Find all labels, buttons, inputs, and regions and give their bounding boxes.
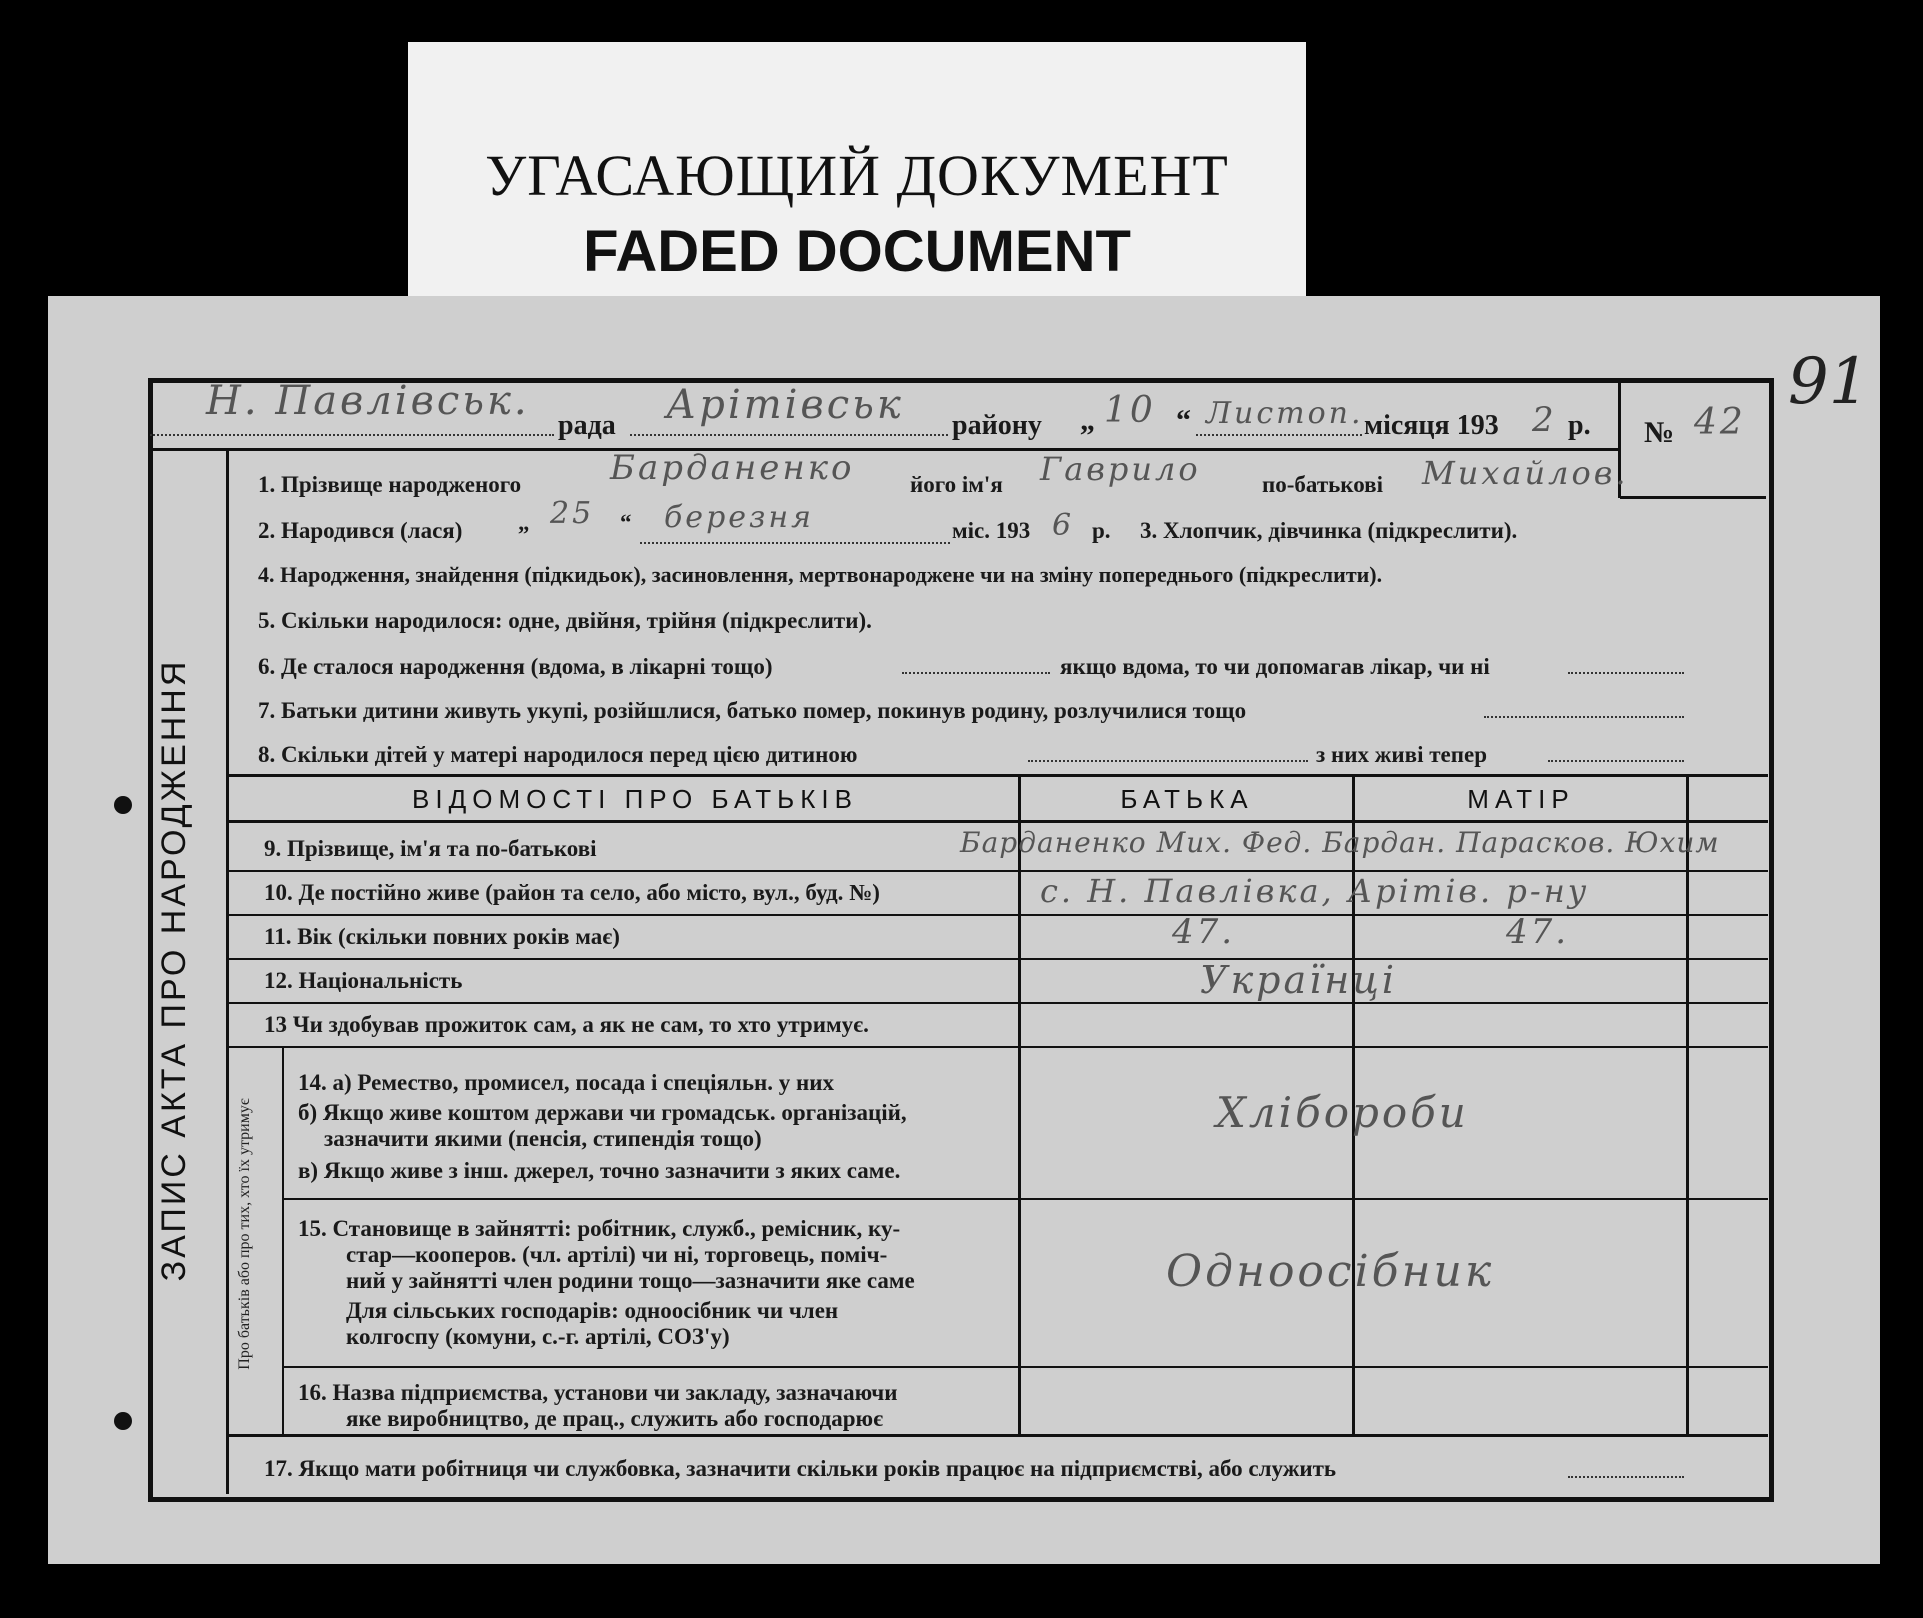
row16-enterprise-line2: яке виробництво, де прац., служить або господарює [346, 1406, 884, 1431]
row14b-pension-label: зазначити якими (пенсія, стипендія тощо) [324, 1126, 762, 1151]
birth-month-dotted-line [640, 542, 950, 544]
header-separator [150, 448, 1618, 451]
table-header-bottom-border [228, 820, 1768, 823]
row17-dotted-line [1568, 1476, 1684, 1478]
banner-russian-text: УГАСАЮЩИЙ ДОКУМЕНТ [485, 143, 1229, 208]
occupation-side-label: Про батьків або про тих, хто їх утримує [236, 1098, 253, 1370]
parents-address-handwritten: с. Н. Павлівка, Арітів. р-ну [1040, 872, 1590, 910]
month-label: місяця 193 [1364, 410, 1499, 441]
side-title-column-border [226, 450, 229, 1494]
rada-handwritten: Н. Павлівськ. [206, 378, 530, 424]
row12-bottom-border [228, 1002, 1768, 1004]
table-header-mother: МАТІР [1467, 784, 1575, 814]
row11-bottom-border [228, 958, 1768, 960]
child-patronymic-handwritten: Михайлов. [1422, 454, 1629, 492]
row15-employment-line3: ний у зайнятті член родини тощо—зазначити яке саме [346, 1268, 915, 1293]
row15-bottom-border [284, 1366, 1768, 1368]
row1-patronymic-label: по-батькові [1262, 472, 1383, 497]
birth-month-handwritten: березня [664, 500, 815, 535]
row2-month-label: міс. 193 [952, 518, 1031, 543]
child-name-handwritten: Гаврило [1040, 450, 1201, 488]
row15-employment-line1: 15. Становище в зайнятті: робітник, служб., ремісник, ку- [298, 1216, 901, 1241]
row13-bottom-border [228, 1046, 1768, 1048]
side-title: ЗАПИС АКТА ПРО НАРОДЖЕННЯ [155, 658, 193, 1282]
table-divider-label-father [1018, 776, 1021, 1436]
row5-count-label: 5. Скільки народилося: одне, двійня, трійня (підкреслити). [258, 608, 872, 633]
record-number-label: № [1644, 416, 1675, 449]
archive-page-number: 91 [1788, 345, 1870, 419]
record-number-handwritten: 42 [1694, 402, 1746, 443]
month-dotted-line [1196, 434, 1362, 436]
birth-day-handwritten: 25 [550, 496, 595, 531]
parents-fullname-handwritten: Барданенко Мих. Фед. Бардан. Парасков. Юхим [960, 826, 1720, 859]
row8-dotted-line-2 [1548, 760, 1684, 762]
mother-age-handwritten: 47. [1506, 912, 1570, 952]
table-bottom-border [228, 1434, 1768, 1437]
table-header-father: БАТЬКА [1120, 784, 1254, 814]
number-box-bottom-border [1620, 496, 1766, 499]
occupation-handwritten: Хлібороби [1216, 1088, 1469, 1137]
birth-day-open-quote: „ [518, 510, 530, 535]
row7-dotted-line [1484, 716, 1684, 718]
row13-support-label: 13 Чи здобував прожиток сам, а як не сам, то хто утримує. [264, 1012, 869, 1037]
row14a-trade-label: 14. а) Ремество, промисел, посада і спеціяльн. у них [298, 1070, 835, 1095]
row1-name-label: його ім'я [910, 472, 1003, 497]
row8-dotted-line-1 [1028, 760, 1308, 762]
year-handwritten: 2 [1532, 400, 1557, 440]
table-top-border [228, 774, 1768, 777]
row14b-state-support-label: б) Якщо живе коштом держави чи громадськ. організацій, [298, 1100, 907, 1125]
table-header-parents-info: ВІДОМОСТІ ПРО БАТЬКІВ [412, 784, 858, 814]
birth-year-handwritten: 6 [1052, 508, 1075, 543]
row2-born-label: 2. Народився (лася) [258, 518, 463, 543]
row6-doctor-label: якщо вдома, то чи допомагав лікар, чи ні [1060, 654, 1490, 679]
row1-surname-label: 1. Прізвище народженого [258, 472, 522, 497]
raion-handwritten: Арітівськ [666, 382, 904, 428]
punch-hole-bottom [114, 1412, 132, 1430]
punch-hole-top [114, 796, 132, 814]
year-suffix: р. [1568, 410, 1591, 441]
row7-parents-label: 7. Батьки дитини живуть укупі, розійшлися, батько помер, покинув родину, розлучилися тощо [258, 698, 1247, 723]
banner-english-text: FADED DOCUMENT [583, 219, 1131, 284]
table-divider-mother-margin [1686, 776, 1689, 1436]
row6-place-label: 6. Де сталося народження (вдома, в лікарні тощо) [258, 654, 773, 679]
row2-year-suffix: р. [1092, 518, 1111, 543]
birth-day-close-quote: “ [620, 510, 632, 535]
row12-nationality-label: 12. Національність [264, 968, 463, 993]
row14c-other-sources-label: в) Якщо живе з інш. джерел, точно зазначити з яких саме. [298, 1158, 901, 1183]
row11-age-label: 11. Вік (скільки повних років має) [264, 924, 620, 949]
faded-document-banner [408, 42, 1306, 304]
row14-bottom-border [284, 1198, 1768, 1200]
employment-status-handwritten: Одноосібник [1166, 1246, 1495, 1297]
row8-alive-label: з них живі тепер [1316, 742, 1487, 767]
row6-dotted-line-1 [902, 672, 1050, 674]
row15-collective-line: колгоспу (комуни, с.-г. артілі, СОЗ'у) [346, 1324, 730, 1349]
row15-employment-line2: стар—кооперов. (чл. артілі) чи ні, торговець, поміч- [346, 1242, 888, 1267]
nationality-handwritten: Українці [1200, 958, 1397, 1002]
rada-label: рада [558, 410, 616, 441]
child-surname-handwritten: Барданенко [610, 448, 855, 488]
day-open-quote: „ [1080, 404, 1095, 437]
father-age-handwritten: 47. [1172, 912, 1236, 952]
day-close-quote: “ [1176, 404, 1191, 437]
row6-dotted-line-2 [1568, 672, 1684, 674]
row15-farmers-line: Для сільських господарів: одноосібник чи член [346, 1298, 839, 1323]
month-handwritten: Листоп. [1206, 396, 1364, 431]
day-handwritten: 10 [1104, 390, 1156, 431]
occupation-subcolumn-border [282, 1048, 284, 1436]
row17-mother-work-label: 17. Якщо мати робітниця чи службовка, зазначити скільки років працює на підприємстві, або служить [264, 1456, 1337, 1481]
row4-birth-type-label: 4. Народження, знайдення (підкидьок), засиновлення, мертвонароджене чи на зміну попереднього (підкреслити). [258, 562, 1383, 587]
raion-dotted-line [630, 434, 948, 436]
row9-fullname-label: 9. Прізвище, ім'я та по-батькові [264, 836, 597, 861]
row8-children-label: 8. Скільки дітей у матері народилося перед цією дитиною [258, 742, 858, 767]
rada-dotted-line [150, 434, 554, 436]
row10-address-label: 10. Де постійно живе (район та село, або місто, вул., буд. №) [264, 880, 880, 905]
raion-label: району [952, 410, 1042, 441]
row16-enterprise-line1: 16. Назва підприємства, установи чи закладу, зазначаючи [298, 1380, 898, 1405]
row3-sex-label: 3. Хлопчик, дівчинка (підкреслити). [1140, 518, 1518, 543]
